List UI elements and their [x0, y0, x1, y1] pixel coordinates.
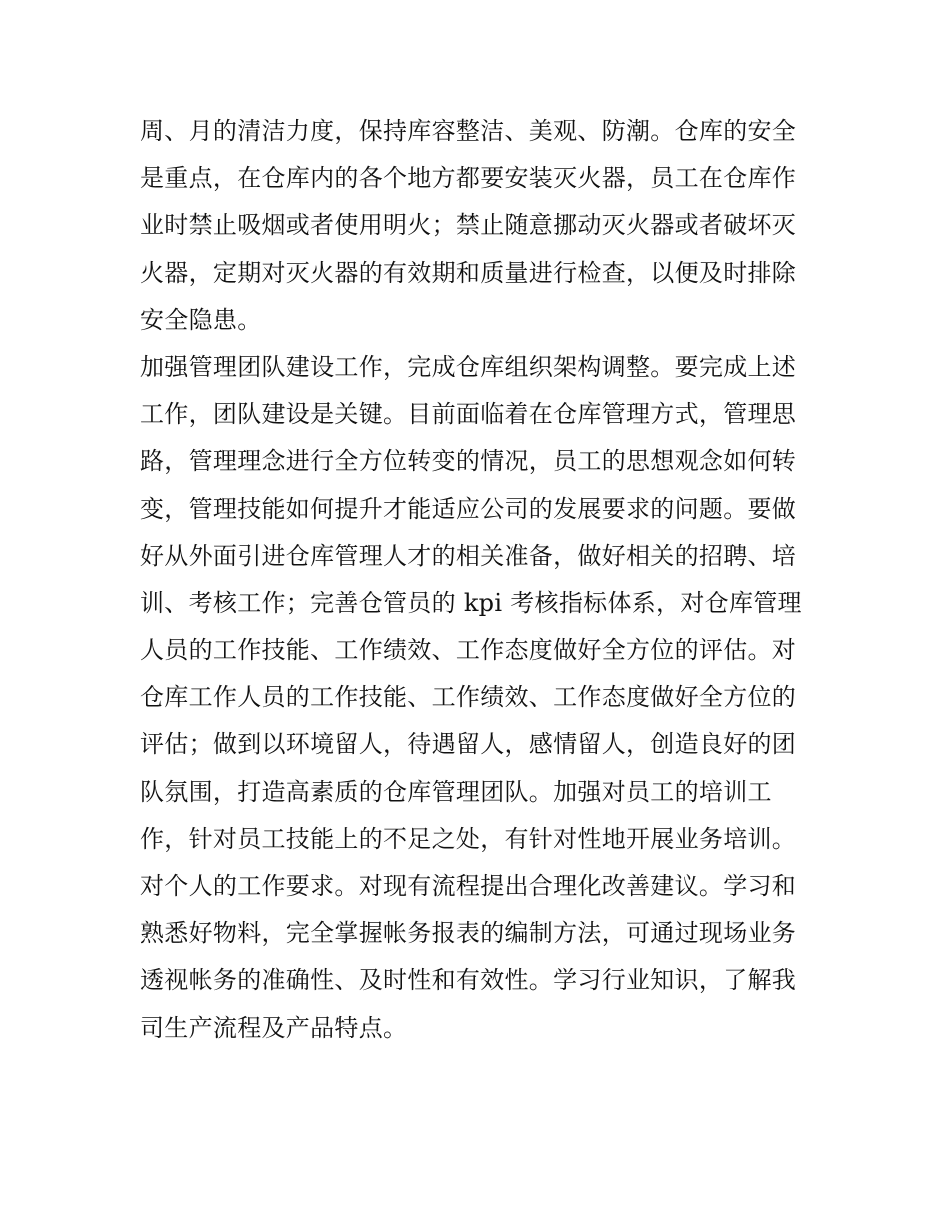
text-line: 作，针对员工技能上的不足之处，有针对性地开展业务培训。 [140, 824, 797, 853]
text-line: 工作，团队建设是关键。目前面临着在仓库管理方式，管理思 [140, 400, 797, 429]
text-line: 熟悉好物料，完全掌握帐务报表的编制方法，可通过现场业务 [140, 919, 797, 948]
text-line: 透视帐务的准确性、及时性和有效性。学习行业知识，了解我 [140, 966, 797, 995]
text-line: 业时禁止吸烟或者使用明火；禁止随意挪动灭火器或者破坏灭 [140, 211, 797, 240]
text-line: 是重点，在仓库内的各个地方都要安装灭火器，员工在仓库作 [140, 164, 797, 193]
text-line: 训、考核工作；完善仓管员的 kpi 考核指标体系，对仓库管理 [140, 588, 802, 617]
text-line: 队氛围，打造高素质的仓库管理团队。加强对员工的培训工 [140, 777, 772, 806]
text-line: 火器，定期对灭火器的有效期和质量进行检查，以便及时排除 [140, 258, 797, 287]
text-line: 变，管理技能如何提升才能适应公司的发展要求的问题。要做 [140, 494, 797, 523]
text-line: 仓库工作人员的工作技能、工作绩效、工作态度做好全方位的 [140, 683, 797, 712]
text-line: 司生产流程及产品特点。 [140, 1013, 408, 1042]
text-line: 周、月的清洁力度，保持库容整洁、美观、防潮。仓库的安全 [140, 117, 797, 145]
text-line: 安全隐患。 [140, 305, 262, 334]
text-line: 加强管理团队建设工作，完成仓库组织架构调整。要完成上述 [140, 352, 797, 381]
text-line: 路，管理理念进行全方位转变的情况，员工的思想观念如何转 [140, 447, 797, 476]
text-line: 对个人的工作要求。对现有流程提出合理化改善建议。学习和 [140, 872, 797, 900]
text-line: 好从外面引进仓库管理人才的相关准备，做好相关的招聘、培 [140, 541, 797, 570]
body-text [140, 108, 820, 1052]
text-line: 人员的工作技能、工作绩效、工作态度做好全方位的评估。对 [140, 636, 797, 665]
text-line: 评估；做到以环境留人，待遇留人，感情留人，创造良好的团 [140, 730, 797, 759]
